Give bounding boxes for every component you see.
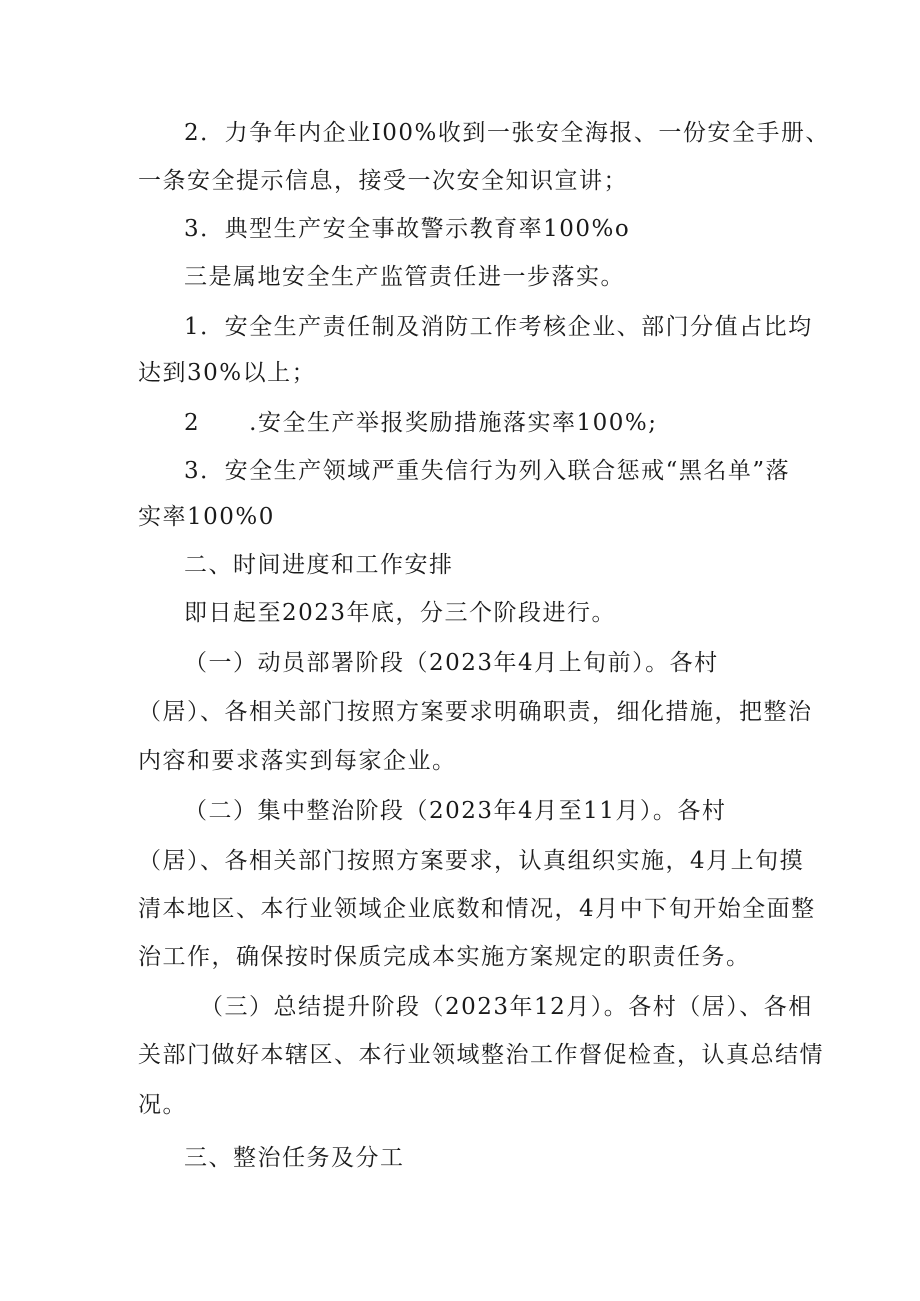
text-line: 三是属地安全生产监管责任进一步落实。 bbox=[184, 264, 625, 290]
text-line: （一）动员部署阶段（2023年4月上旬前）。各村 bbox=[184, 650, 719, 676]
text-line: 3．安全生产领域严重失信行为列入联合惩戒“黑名单”落 bbox=[184, 458, 791, 484]
text-line: 治工作，确保按时保质完成本实施方案规定的职责任务。 bbox=[138, 944, 751, 970]
section-heading: 二、时间进度和工作安排 bbox=[184, 552, 454, 578]
text-line: （三）总结提升阶段（2023年12月）。各村（居）、各相 bbox=[200, 994, 813, 1020]
text-line: 达到30%以上； bbox=[138, 360, 317, 386]
text-line: （居）、各相关部门按照方案要求明确职责，细化措施，把整治 bbox=[138, 699, 813, 725]
text-line: 2．力争年内企业I00%收到一张安全海报、一份安全手册、 bbox=[184, 120, 830, 146]
text-line: 关部门做好本辖区、本行业领域整治工作督促检查，认真总结情 bbox=[138, 1042, 824, 1068]
text-line: 实率100%0 bbox=[138, 504, 275, 530]
text-line: 清本地区、本行业领域企业底数和情况，4月中下旬开始全面整 bbox=[138, 896, 816, 922]
text-line: 3．典型生产安全事故警示教育率100%o bbox=[184, 216, 631, 242]
text-line: 即日起至2023年底，分三个阶段进行。 bbox=[184, 600, 617, 626]
text-line: 况。 bbox=[138, 1092, 187, 1118]
section-heading: 三、整治任务及分工 bbox=[184, 1145, 405, 1171]
text-line: （居）、各相关部门按照方案要求，认真组织实施，4月上旬摸 bbox=[138, 848, 805, 874]
text-line: （二）集中整治阶段（2023年4月至11月）。各村 bbox=[184, 798, 727, 824]
text-line: 内容和要求落实到每家企业。 bbox=[138, 748, 457, 774]
text-line: 2 .安全生产举报奖励措施落实率100%; bbox=[184, 410, 658, 436]
text-line: 一条安全提示信息，接受一次安全知识宣讲； bbox=[138, 168, 628, 194]
text-line: 1．安全生产责任制及消防工作考核企业、部门分值占比均 bbox=[184, 314, 813, 340]
